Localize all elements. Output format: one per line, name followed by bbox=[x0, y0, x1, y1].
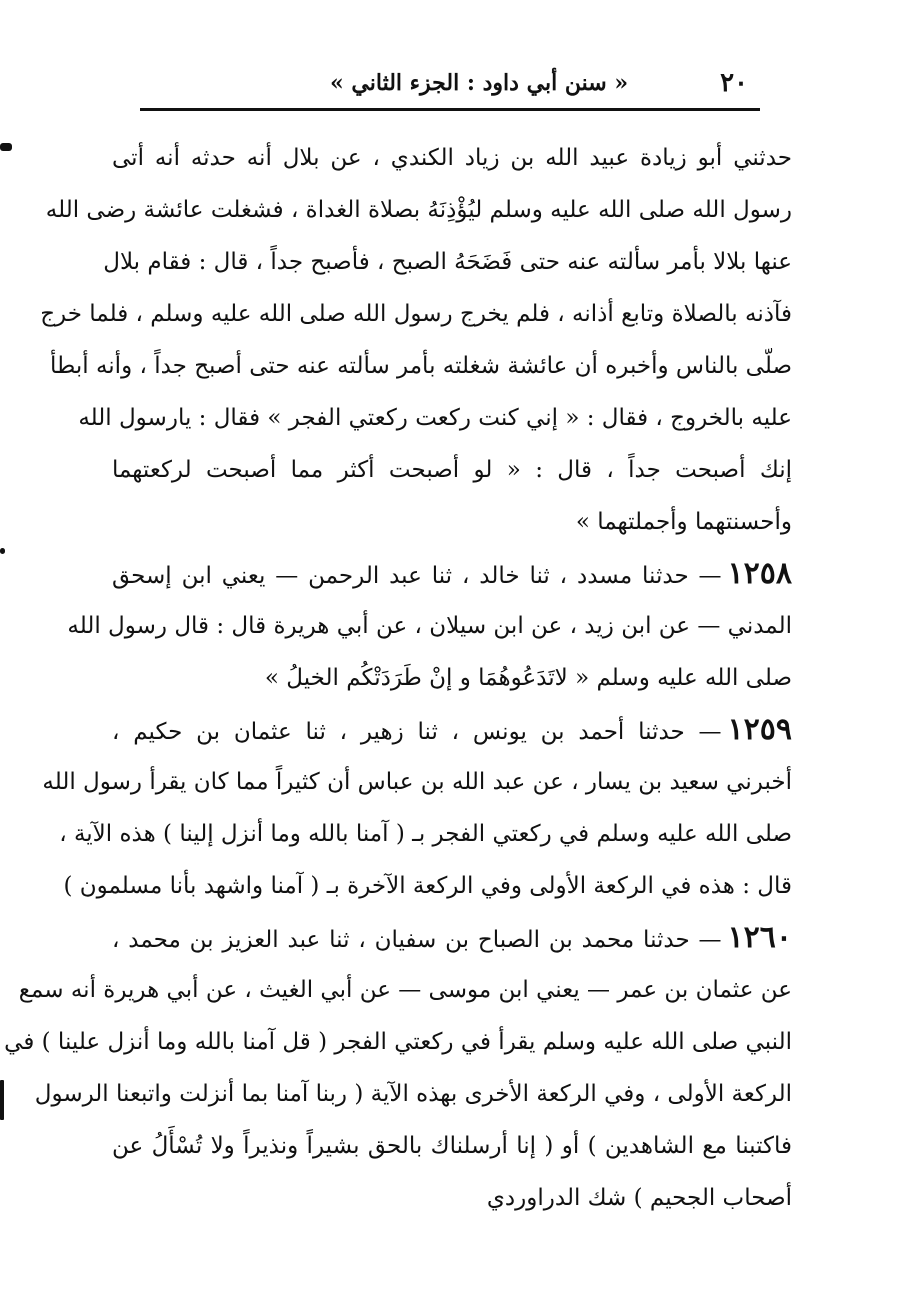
scan-margin-mark bbox=[0, 548, 5, 554]
text-line: عن عثمان بن عمر — يعني ابن موسى — عن أبي الغيث ، عن أبي هريرة أنه سمع bbox=[18, 977, 792, 1003]
text-line: الركعة الأولى ، وفي الركعة الأخرى بهذه الآية ( ربنا آمنا بما أنزلت واتبعنا الرسول bbox=[34, 1081, 792, 1107]
text-line: قال : هذه في الركعة الأولى وفي الركعة الآخرة بـ ( آمنا واشهد بأنا مسلمون ) bbox=[63, 873, 792, 899]
body-text bbox=[4, 132, 792, 1224]
text-line-content: — حدثنا محمد بن الصباح بن سفيان ، ثنا عبد العزيز بن محمد ، bbox=[112, 927, 722, 953]
text-line-content: — حدثنا أحمد بن يونس ، ثنا زهير ، ثنا عثمان بن حكيم ، bbox=[112, 719, 722, 745]
hadith-number: ١٢٥٩ bbox=[727, 712, 792, 747]
text-line: النبي صلى الله عليه وسلم يقرأ في ركعتي الفجر ( قل آمنا بالله وما أنزل علينا ) في bbox=[4, 1029, 792, 1055]
text-line: صلّى بالناس وأخبره أن عائشة شغلته بأمر سألته عنه حتى أصبح جداً ، وأنه أبطأ bbox=[49, 353, 792, 379]
text-line: إنك أصبحت جداً ، قال : « لو أصبحت أكثر مما أصبحت لركعتهما bbox=[112, 457, 792, 483]
running-title: « سنن أبي داود : الجزء الثاني » bbox=[330, 70, 629, 96]
text-line: عليه بالخروج ، فقال : « إني كنت ركعت ركعتي الفجر » فقال : يارسول الله bbox=[78, 405, 792, 431]
page-header bbox=[115, 62, 760, 106]
page-number: ٢٠ bbox=[720, 68, 748, 98]
text-line: رسول الله صلى الله عليه وسلم ليُؤْذِنَهُ بصلاة الغداة ، فشغلت عائشة رضى الله bbox=[45, 197, 792, 223]
hadith-1260 bbox=[4, 912, 792, 1224]
text-line: صلى الله عليه وسلم « لاتَدَعُوهُمَا و إنْ طَرَدَتْكُم الخيلُ » bbox=[264, 665, 792, 691]
text-line: عنها بلالا بأمر سألته عنه حتى فَضَحَهُ الصبح ، فأصبح جداً ، قال : فقام بلال bbox=[103, 249, 792, 275]
header-rule bbox=[140, 108, 760, 111]
text-line: حدثني أبو زيادة عبيد الله بن زياد الكندي ، عن بلال أنه حدثه أنه أتى bbox=[112, 145, 792, 171]
scan-margin-mark bbox=[0, 143, 12, 151]
text-line: المدني — عن ابن زيد ، عن ابن سيلان ، عن أبي هريرة قال : قال رسول الله bbox=[67, 613, 792, 639]
hadith-number: ١٢٥٨ bbox=[727, 556, 792, 591]
text-line: فاكتبنا مع الشاهدين ) أو ( إنا أرسلناك بالحق بشيراً ونذيراً ولا تُسْأَلُ عن bbox=[112, 1133, 792, 1159]
text-line: فآذنه بالصلاة وتابع أذانه ، فلم يخرج رسول الله صلى الله عليه وسلم ، فلما خرج bbox=[40, 301, 792, 327]
text-line-first bbox=[112, 912, 792, 964]
text-line-first bbox=[112, 704, 792, 756]
text-line: أخبرني سعيد بن يسار ، عن عبد الله بن عباس أن كثيراً مما كان يقرأ رسول الله bbox=[42, 769, 792, 795]
hadith-1259 bbox=[42, 704, 792, 912]
text-line-content: — حدثنا مسدد ، ثنا خالد ، ثنا عبد الرحمن — يعني ابن إسحق bbox=[112, 563, 722, 589]
text-line-first bbox=[112, 548, 792, 600]
hadith-1258 bbox=[67, 548, 792, 704]
hadith-number: ١٢٦٠ bbox=[727, 920, 792, 955]
paragraph-continuation bbox=[40, 132, 792, 548]
scan-margin-mark bbox=[0, 1080, 4, 1120]
text-line: وأحسنتهما وأجملتهما » bbox=[575, 509, 792, 535]
text-line: أصحاب الجحيم ) شك الدراوردي bbox=[486, 1185, 792, 1211]
text-line: صلى الله عليه وسلم في ركعتي الفجر بـ ( آمنا بالله وما أنزل إلينا ) هذه الآية ، bbox=[59, 821, 792, 847]
